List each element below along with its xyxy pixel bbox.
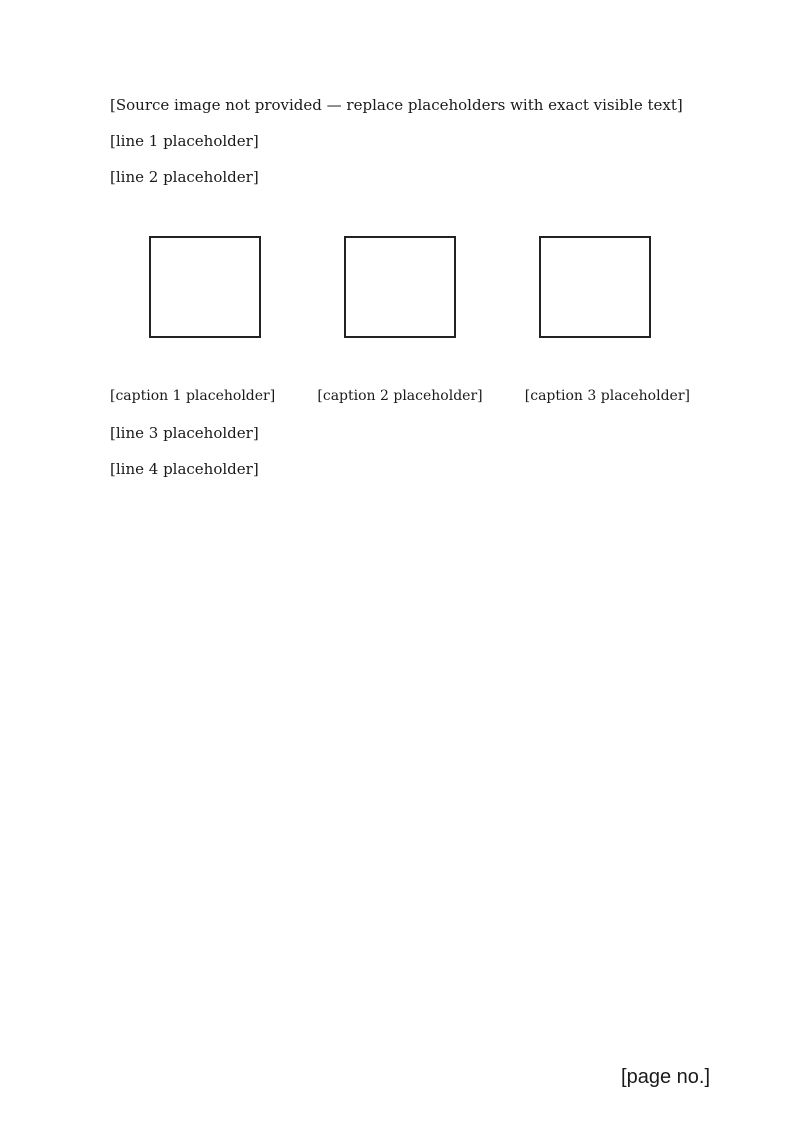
diagram-figure — [110, 212, 690, 362]
body-line-2: [line 2 placeholder] — [110, 168, 259, 186]
body-line-1: [line 1 placeholder] — [110, 132, 259, 150]
figure-caption-1: [caption 1 placeholder] — [110, 388, 276, 404]
body-line-3: [line 3 placeholder] — [110, 424, 259, 442]
figure-caption-3: [caption 3 placeholder] — [524, 388, 690, 404]
page-number: [page no.] — [621, 1066, 710, 1088]
figure-caption-2: [caption 2 placeholder] — [317, 388, 483, 404]
body-line-4: [line 4 placeholder] — [110, 460, 259, 478]
notice-line: [Source image not provided — replace placeholders with exact visible text] — [110, 96, 683, 114]
